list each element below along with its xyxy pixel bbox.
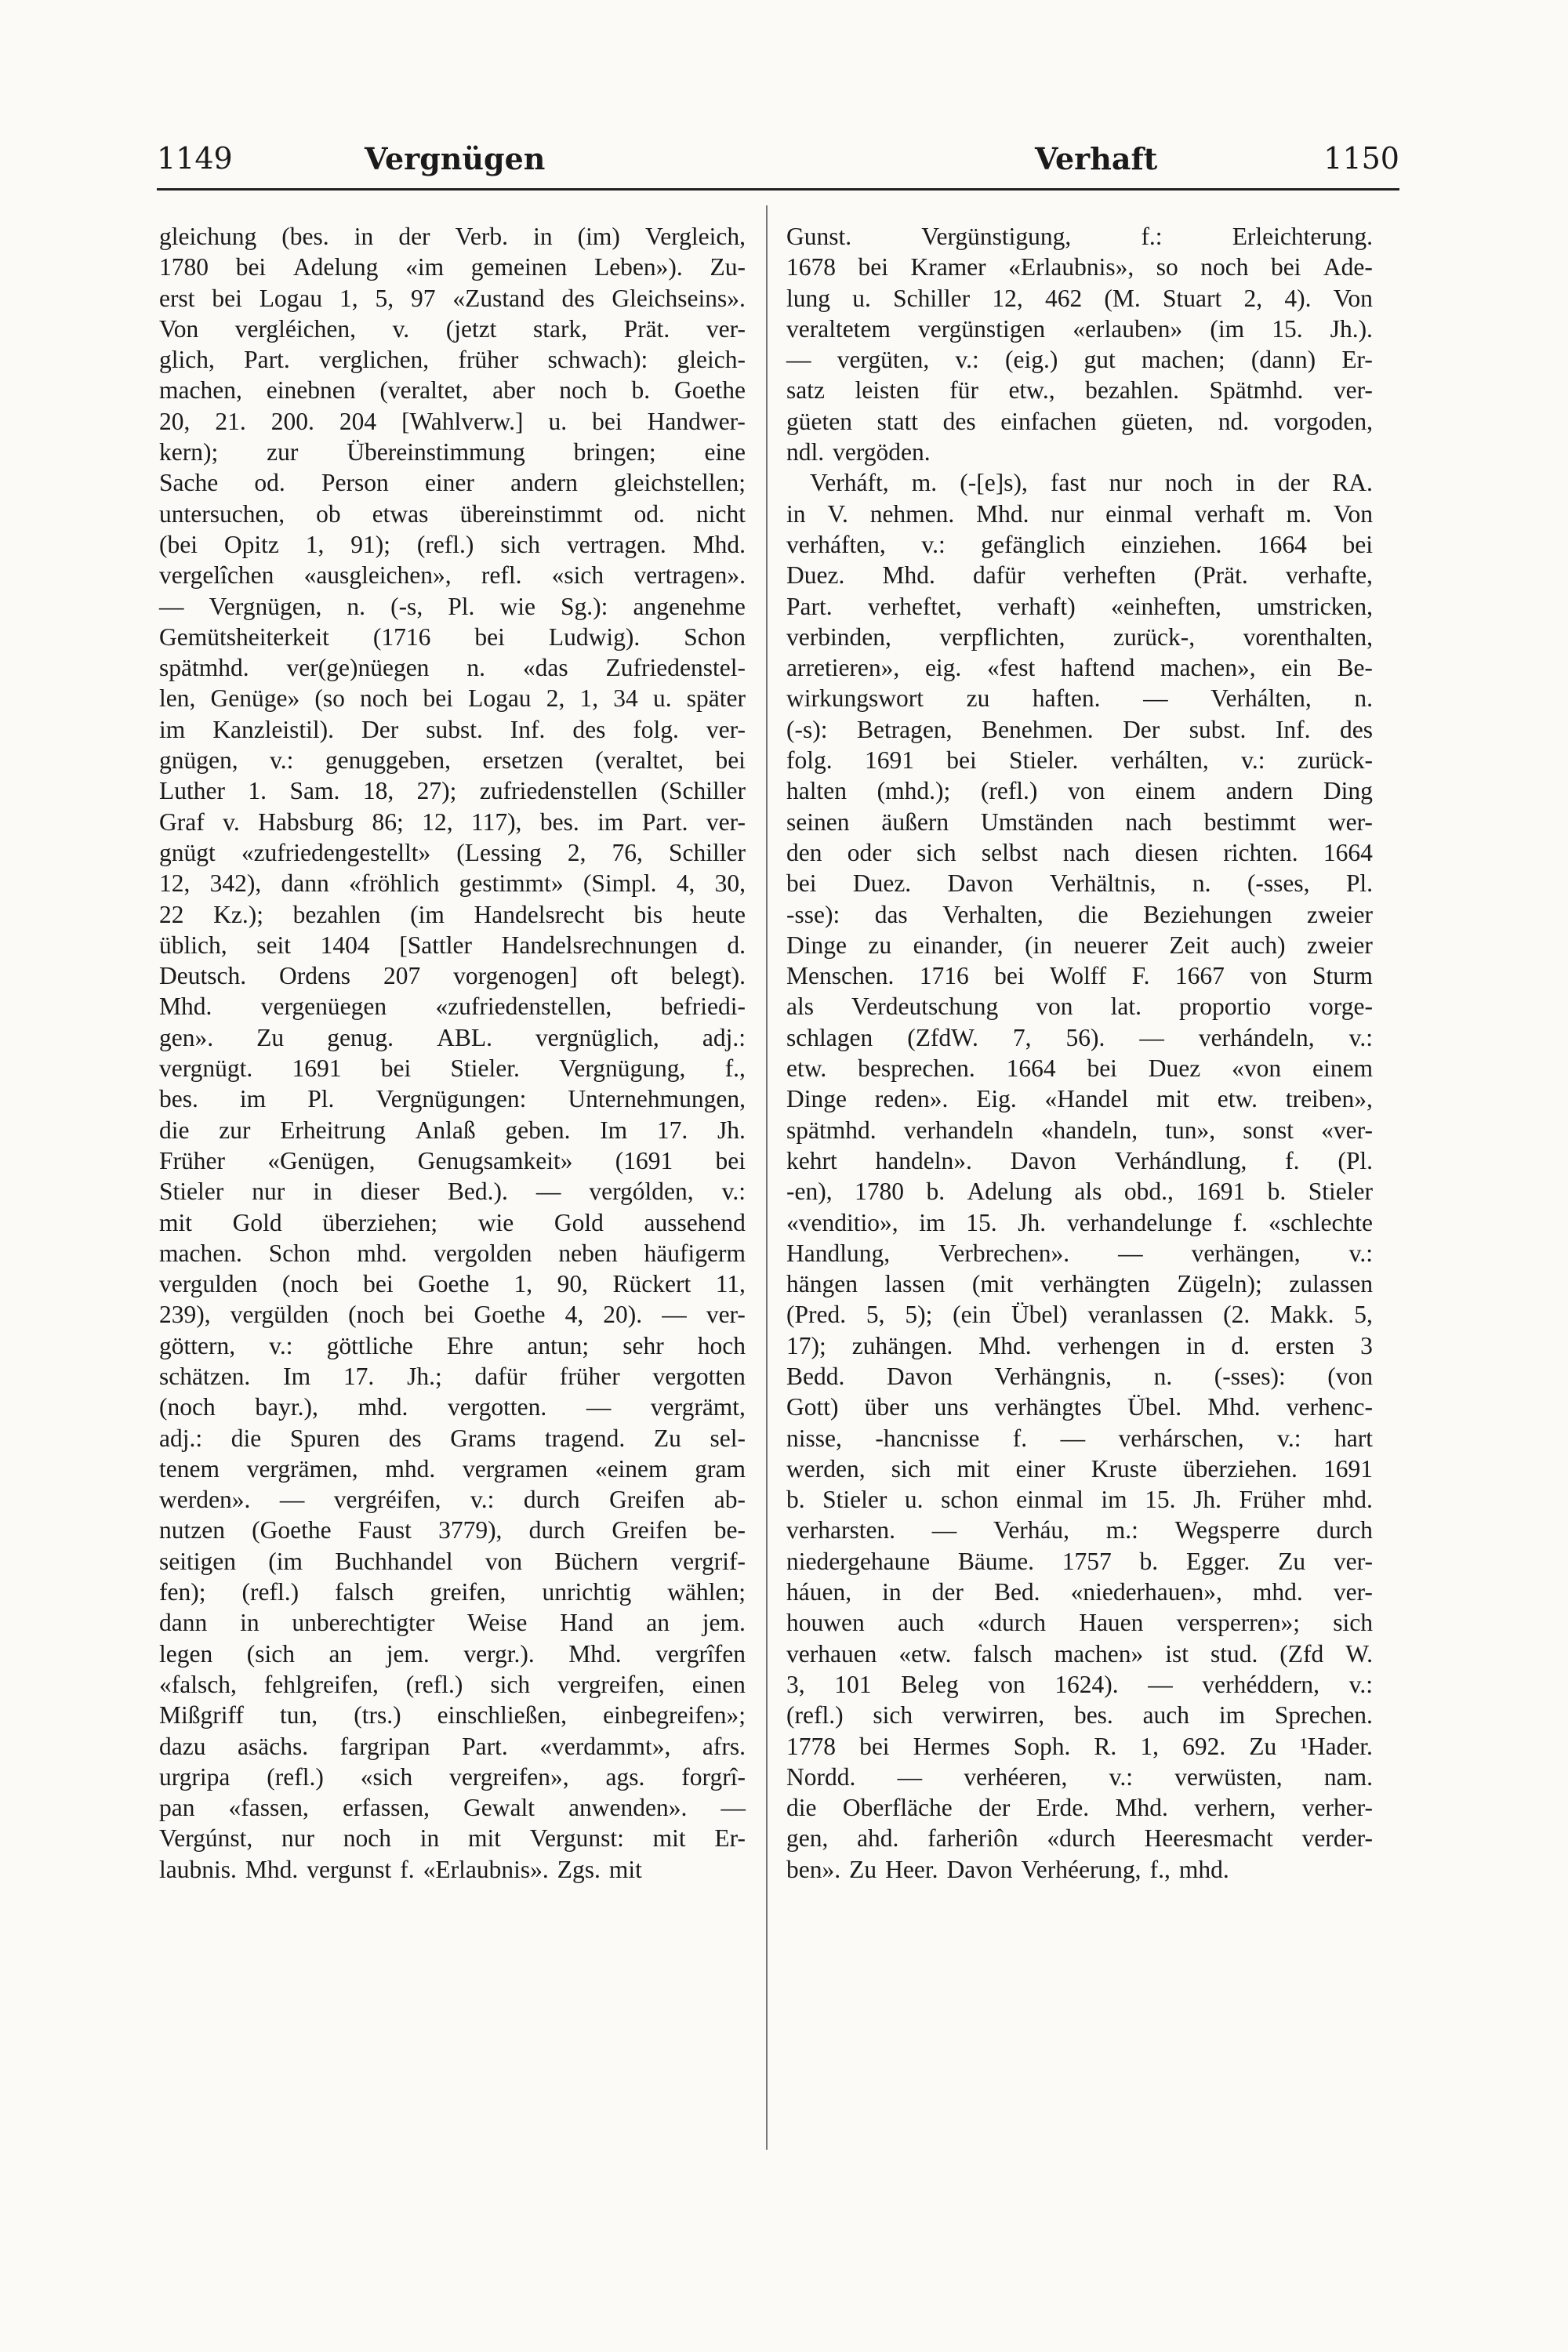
text-line: glich, Part. verglichen, früher schwach): gleich- [159, 346, 746, 374]
text-line: Menschen. 1716 bei Wolff F. 1667 von Sturm [786, 962, 1373, 990]
text-line: erst bei Logau 1, 5, 97 «Zustand des Gleichseins». [159, 284, 746, 312]
text-line: Sache od. Person einer andern gleichstellen; [159, 469, 746, 497]
text-line: Mhd. vergenüegen «zufriedenstellen, befriedi- [159, 993, 746, 1021]
right-column [786, 221, 1373, 1885]
text-line: verhauen «etw. falsch machen» ist stud. (Zfd W. [786, 1639, 1373, 1668]
text-line: göttern, v.: göttliche Ehre antun; sehr hoch [159, 1331, 746, 1359]
text-line: b. Stieler u. schon einmal im 15. Jh. Früher mhd. [786, 1486, 1373, 1514]
text-line: gleichung (bes. in der Verb. in (im) Vergleich, [159, 223, 746, 250]
text-line: adj.: die Spuren des Grams tragend. Zu sel- [159, 1424, 746, 1452]
text-line: untersuchen, ob etwas übereinstimmt od. nicht [159, 499, 746, 528]
text-line: Graf v. Habsburg 86; 12, 117), bes. im Part. ver- [159, 808, 746, 836]
text-line: (Pred. 5, 5); (ein Übel) veranlassen (2. Makk. 5, [786, 1301, 1373, 1329]
text-line: verbinden, verpflichten, zurück-, vorenthalten, [786, 622, 1373, 651]
text-line: vergulden (noch bei Goethe 1, 90, Rückert 11, [159, 1270, 746, 1298]
text-line: die Oberfläche der Erde. Mhd. verhern, verher- [786, 1794, 1373, 1822]
text-line: «venditio», im 15. Jh. verhandelunge f. «schlechte [786, 1208, 1373, 1236]
text-line: Gunst. Vergünstigung, f.: Erleichterung. [786, 223, 1373, 250]
text-line: Dinge reden». Eig. «Handel mit etw. treiben», [786, 1085, 1373, 1113]
text-line: wirkungswort zu haften. — Verhálten, n. [786, 684, 1373, 713]
text-line: in V. nehmen. Mhd. nur einmal verhaft m. Von [786, 499, 1373, 528]
text-line: als Verdeutschung von lat. proportio vorge- [786, 993, 1373, 1021]
text-line: 3, 101 Beleg von 1624). — verhéddern, v.: [786, 1670, 1373, 1698]
text-line: Mißgriff tun, (trs.) einschließen, einbegreifen»; [159, 1701, 746, 1730]
text-line: — Vergnügen, n. (-s, Pl. wie Sg.): angenehme [159, 592, 746, 620]
text-line: urgripa (refl.) «sich vergreifen», ags. forgrî- [159, 1762, 746, 1791]
text-line: 1778 bei Hermes Soph. R. 1, 692. Zu ¹Hader. [786, 1732, 1373, 1760]
text-line: legen (sich an jem. vergr.). Mhd. vergrîfen [159, 1639, 746, 1668]
text-line: Duez. Mhd. dafür verheften (Prät. verhafte, [786, 561, 1373, 590]
text-line: verharsten. — Verháu, m.: Wegsperre durch [786, 1516, 1373, 1544]
text-line: Dinge zu einander, (in neuerer Zeit auch) zweier [786, 931, 1373, 959]
text-line: spätmhd. ver(ge)nüegen n. «das Zufriedenstel- [159, 654, 746, 682]
text-line: — vergüten, v.: (eig.) gut machen; (dann) Er- [786, 346, 1373, 374]
text-line: -en), 1780 b. Adelung als obd., 1691 b. Stieler [786, 1178, 1373, 1206]
text-line: güeten statt des einfachen güeten, nd. vorgoden, [786, 407, 1373, 435]
text-line: nisse, -hancnisse f. — verhárschen, v.: hart [786, 1424, 1373, 1452]
text-line: seitigen (im Buchhandel von Büchern vergrif- [159, 1547, 746, 1575]
text-line: veraltetem vergünstigen «erlauben» (im 15. Jh.). [786, 314, 1373, 343]
text-line: gen, ahd. farheriôn «durch Heeresmacht verder- [786, 1824, 1373, 1853]
text-line: niedergehaune Bäume. 1757 b. Egger. Zu ver- [786, 1547, 1373, 1575]
text-line: folg. 1691 bei Stieler. verhálten, v.: zurück- [786, 746, 1373, 775]
text-line: vergelîchen «ausgleichen», refl. «sich vertragen». [159, 561, 746, 590]
text-line: vergnügt. 1691 bei Stieler. Vergnügung, f., [159, 1054, 746, 1083]
text-line: ndl. vergöden. [786, 438, 931, 466]
text-line: Part. verheftet, verhaft) «einheften, umstricken, [786, 592, 1373, 620]
text-line: Stieler nur in dieser Bed.). — vergólden, v.: [159, 1178, 746, 1206]
right-page-number: 1150 [1323, 141, 1399, 176]
text-line: -sse): das Verhalten, die Beziehungen zweier [786, 900, 1373, 928]
text-line: satz leisten für etw., bezahlen. Spätmhd. ver- [786, 376, 1373, 405]
text-line: kern); zur Übereinstimmung bringen; eine [159, 438, 746, 466]
header-rule [157, 188, 1399, 191]
page-header [157, 141, 1399, 188]
text-line: Nordd. — verhéeren, v.: verwüsten, nam. [786, 1762, 1373, 1791]
column-divider [766, 205, 768, 2150]
text-line: 1780 bei Adelung «im gemeinen Leben»). Zu- [159, 253, 746, 281]
text-line: (bei Opitz 1, 91); (refl.) sich vertragen. Mhd. [159, 530, 746, 558]
text-line: dann in unberechtigter Weise Hand an jem. [159, 1609, 746, 1637]
text-line: die zur Erheitrung Anlaß geben. Im 17. Jh. [159, 1116, 746, 1144]
text-line: im Kanzleistil). Der subst. Inf. des folg. ver- [159, 715, 746, 743]
text-line: schätzen. Im 17. Jh.; dafür früher vergotten [159, 1362, 746, 1390]
text-line: Von vergléichen, v. (jetzt stark, Prät. ver- [159, 314, 746, 343]
text-line: «falsch, fehlgreifen, (refl.) sich vergreifen, einen [159, 1670, 746, 1698]
text-line: schlagen (ZfdW. 7, 56). — verhándeln, v.: [786, 1023, 1373, 1051]
text-line: gnügt «zufriedengestellt» (Lessing 2, 76, Schiller [159, 838, 746, 866]
text-line: hängen lassen (mit verhängten Zügeln); zulassen [786, 1270, 1373, 1298]
text-line: 17); zuhängen. Mhd. verhengen in d. ersten 3 [786, 1331, 1373, 1359]
text-line: etw. besprechen. 1664 bei Duez «von einem [786, 1054, 1373, 1083]
text-line: Früher «Genügen, Genugsamkeit» (1691 bei [159, 1146, 746, 1174]
text-line: den oder sich selbst nach diesen richten. 1664 [786, 838, 1373, 866]
text-line: 239), vergülden (noch bei Goethe 4, 20). — ver- [159, 1301, 746, 1329]
text-line: bes. im Pl. Vergnügungen: Unternehmungen, [159, 1085, 746, 1113]
text-line: 22 Kz.); bezahlen (im Handelsrecht bis heute [159, 900, 746, 928]
left-column [159, 221, 746, 1885]
text-line: halten (mhd.); (refl.) von einem andern Ding [786, 777, 1373, 805]
text-line: gen». Zu genug. ABL. vergnüglich, adj.: [159, 1023, 746, 1051]
text-line: kehrt handeln». Davon Verhándlung, f. (Pl. [786, 1146, 1373, 1174]
text-line: háuen, in der Bed. «niederhauen», mhd. ver- [786, 1578, 1373, 1606]
text-line: pan «fassen, erfassen, Gewalt anwenden». — [159, 1794, 746, 1822]
text-line: (refl.) sich verwirren, bes. auch im Sprechen. [786, 1701, 1373, 1730]
text-line: ben». Zu Heer. Davon Verhéerung, f., mhd. [786, 1855, 1229, 1883]
text-line: mit Gold überziehen; wie Gold aussehend [159, 1208, 746, 1236]
text-line: machen, einebnen (veraltet, aber noch b. Goethe [159, 376, 746, 405]
text-line: (noch bayr.), mhd. vergotten. — vergrämt, [159, 1393, 746, 1421]
text-line: Deutsch. Ordens 207 vorgenogen] oft belegt). [159, 962, 746, 990]
text-line: gnügen, v.: genuggeben, ersetzen (veraltet, bei [159, 746, 746, 775]
text-line: üblich, seit 1404 [Sattler Handelsrechnungen d. [159, 931, 746, 959]
text-line: dazu asächs. fargripan Part. «verdammt», afrs. [159, 1732, 746, 1760]
text-line: werden». — vergréifen, v.: durch Greifen ab- [159, 1486, 746, 1514]
text-line: 20, 21. 200. 204 [Wahlverw.] u. bei Handwer- [159, 407, 746, 435]
text-line: (-s): Betragen, Benehmen. Der subst. Inf. des [786, 715, 1373, 743]
text-line: fen); (refl.) falsch greifen, unrichtig wählen; [159, 1578, 746, 1606]
text-line: bei Duez. Davon Verhältnis, n. (-sses, Pl. [786, 869, 1373, 898]
text-line: Gemütsheiterkeit (1716 bei Ludwig). Schon [159, 622, 746, 651]
text-line: seinen äußern Umständen nach bestimmt wer- [786, 808, 1373, 836]
text-line: machen. Schon mhd. vergolden neben häufigerm [159, 1239, 746, 1267]
text-line: Handlung, Verbrechen». — verhängen, v.: [786, 1239, 1373, 1267]
text-line: tenem vergrämen, mhd. vergramen «einem gram [159, 1454, 746, 1483]
text-line: laubnis. Mhd. vergunst f. «Erlaubnis». Zgs. mit [159, 1855, 642, 1883]
text-line: 1678 bei Kramer «Erlaubnis», so noch bei Ade- [786, 253, 1373, 281]
text-line: arretieren», eig. «fest haftend machen», ein Be- [786, 654, 1373, 682]
text-line: Verháft, m. (-[e]s), fast nur noch in der RA. [810, 469, 1373, 497]
text-line: lung u. Schiller 12, 462 (M. Stuart 2, 4). Von [786, 284, 1373, 312]
left-page-number: 1149 [157, 141, 233, 176]
text-line: Gott) über uns verhängtes Übel. Mhd. verhenc- [786, 1393, 1373, 1421]
text-line: 12, 342), dann «fröhlich gestimmt» (Simpl. 4, 30, [159, 869, 746, 898]
text-line: Luther 1. Sam. 18, 27); zufriedenstellen (Schiller [159, 777, 746, 805]
text-line: houwen auch «durch Hauen versperren»; sich [786, 1609, 1373, 1637]
text-line: len, Genüge» (so noch bei Logau 2, 1, 34 u. später [159, 684, 746, 713]
text-line: Vergúnst, nur noch in mit Vergunst: mit Er- [159, 1824, 746, 1853]
text-line: spätmhd. verhandeln «handeln, tun», sonst «ver- [786, 1116, 1373, 1144]
text-line: Bedd. Davon Verhängnis, n. (-sses): (von [786, 1362, 1373, 1390]
left-running-headword: Vergnügen [365, 141, 546, 176]
text-line: werden, sich mit einer Kruste überziehen. 1691 [786, 1454, 1373, 1483]
text-line: verháften, v.: gefänglich einziehen. 1664 bei [786, 530, 1373, 558]
right-running-headword: Verhaft [1035, 141, 1158, 176]
text-line: nutzen (Goethe Faust 3779), durch Greifen be- [159, 1516, 746, 1544]
